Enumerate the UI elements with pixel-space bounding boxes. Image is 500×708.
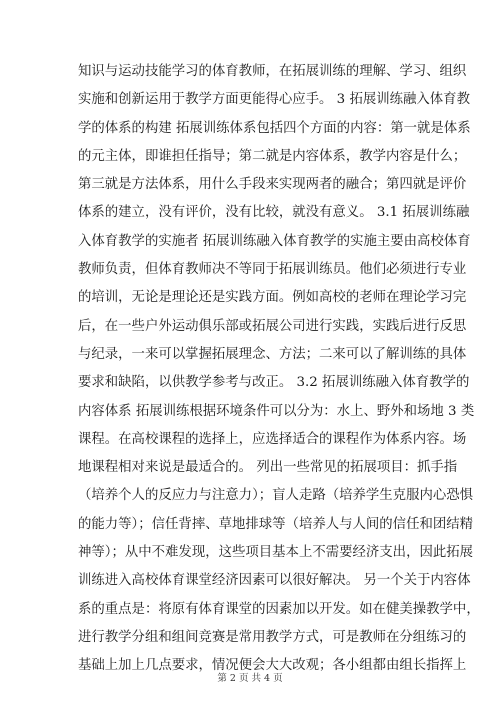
text-line: 的能力等）；信任背摔、草地排球等（培养人与人间的信任和团结精 bbox=[78, 516, 474, 532]
text-line: 第三就是方法体系，用什么手段来实现两者的融合；第四就是评价 bbox=[78, 177, 467, 193]
text-line: 学的体系的构建 拓展训练体系包括四个方面的内容：第一就是体系 bbox=[78, 120, 471, 136]
text-line: 的培训，无论是理论还是实践方面。例如高校的老师在理论学习完 bbox=[78, 290, 467, 306]
text-line: 基础上加上几点要求，情况便会大大改观；各小组都由组长指挥上 bbox=[78, 658, 467, 674]
text-line: 训练进入高校体育课堂经济因素可以很好解决。 另一个关于内容体 bbox=[78, 573, 471, 589]
text-line: 地课程相对来说是最适合的。 列出一些常见的拓展项目：抓手指 bbox=[78, 460, 458, 476]
text-line: 要求和缺陷，以供教学参考与改正。 3.2 拓展训练融入体育教学的 bbox=[78, 375, 470, 391]
text-line: 系的重点是：将原有体育课堂的因素加以开发。如在健美操教学中， bbox=[78, 601, 480, 617]
text-line: 教师负责，但体育教师决不等同于拓展训练员。他们必须进行专业 bbox=[78, 262, 467, 278]
text-line: 与纪录，一来可以掌握拓展理念、方法；二来可以了解训练的具体 bbox=[78, 346, 467, 362]
text-line: 后，在一些户外运动俱乐部或拓展公司进行实践，实践后进行反思 bbox=[78, 318, 467, 334]
body-text bbox=[78, 58, 480, 681]
text-line: 实施和创新运用于教学方面更能得心应手。 3 拓展训练融入体育教 bbox=[78, 92, 470, 108]
text-line: 知识与运动技能学习的体育教师，在拓展训练的理解、学习、组织 bbox=[78, 64, 467, 79]
text-line: （培养个人的反应力与注意力）；盲人走路（培养学生克服内心恐惧 bbox=[78, 488, 474, 504]
text-line: 入体育教学的实施者 拓展训练融入体育教学的实施主要由高校体育 bbox=[78, 233, 471, 249]
text-line: 课程。在高校课程的选择上，应选择适合的课程作为体系内容。场 bbox=[78, 431, 467, 447]
page-footer: 第 2 页 共 4 页 bbox=[217, 673, 283, 684]
text-line: 内容体系 拓展训练根据环境条件可以分为：水上、野外和场地 3 类 bbox=[78, 403, 475, 419]
text-line: 神等）；从中不难发现，这些项目基本上不需要经济支出，因此拓展 bbox=[78, 545, 474, 561]
text-line: 体系的建立，没有评价，没有比较，就没有意义。 3.1 拓展训练融 bbox=[78, 205, 470, 221]
text-line: 的元主体，即谁担任指导；第二就是内容体系，教学内容是什么； bbox=[78, 148, 467, 164]
text-line: 进行教学分组和组间竞赛是常用教学方式，可是教师在分组练习的 bbox=[78, 629, 467, 645]
